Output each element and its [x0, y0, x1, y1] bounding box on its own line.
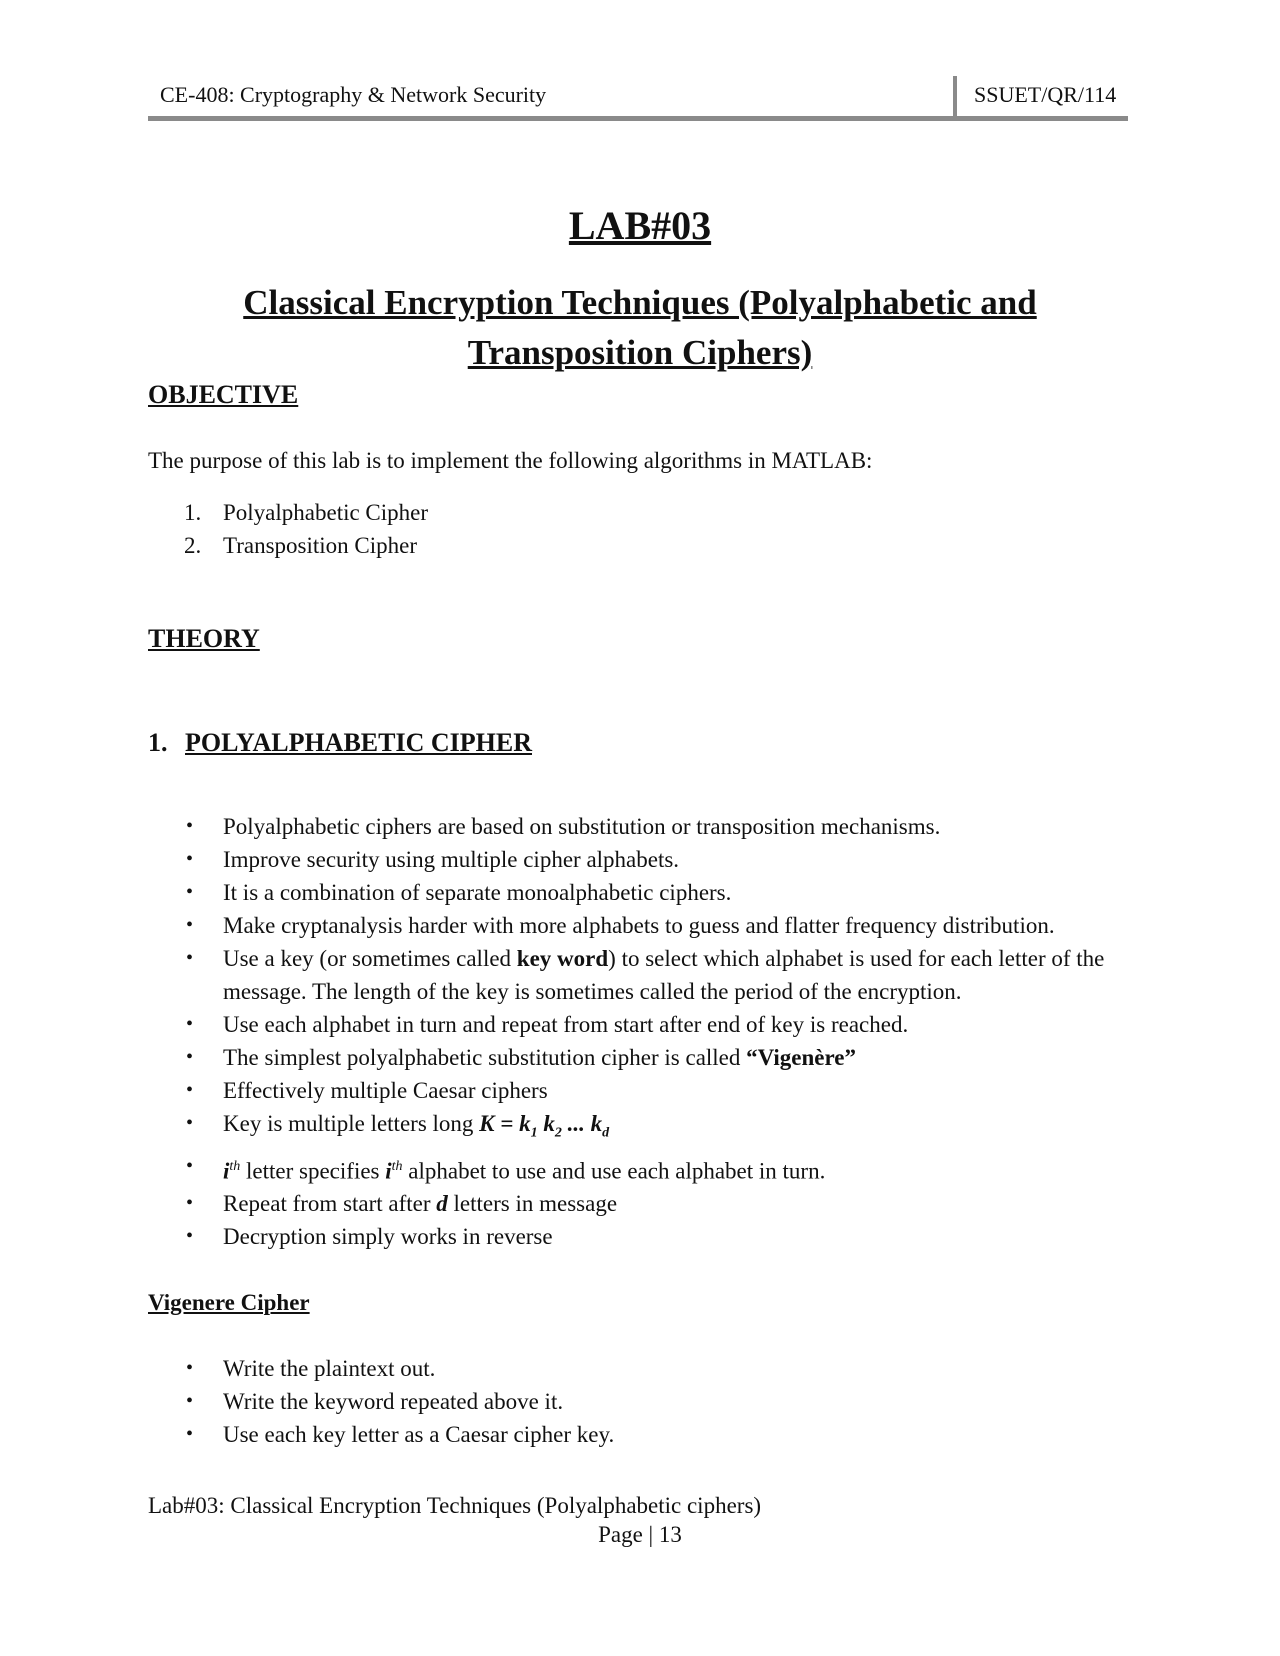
key-formula: $K = k_1$ $k_2$ ... $k_d$ [479, 1111, 610, 1141]
polyalphabetic-bullets [148, 810, 1138, 1253]
bullet-icon: • [186, 1112, 194, 1134]
list-item: • $i^{th}$ letter specifies $i^{th}$ alphabet to use and use each alphabet in turn. [148, 1150, 1138, 1188]
objective-heading: OBJECTIVE [148, 380, 299, 409]
theory-heading: THEORY [148, 624, 260, 653]
list-item: • Use each key letter as a Caesar cipher key. [148, 1418, 1138, 1451]
footer-title: Lab#03: Classical Encryption Techniques (Polyalphabetic ciphers) [148, 1493, 762, 1518]
list-item: • Write the plaintext out. [148, 1352, 1138, 1385]
bullet-icon: • [186, 914, 194, 936]
page-number: Page | 13 [598, 1522, 682, 1547]
list-item: 1. Polyalphabetic Cipher [184, 500, 429, 525]
list-item: • The simplest polyalphabetic substitution cipher is called “Vigenère” [148, 1041, 1138, 1074]
list-item: • Decryption simply works in reverse [148, 1220, 1138, 1253]
bullet-icon: • [186, 947, 194, 969]
bullet-icon: • [186, 1390, 194, 1412]
vigenere-heading: Vigenere Cipher [148, 1290, 310, 1315]
course-title: CE-408: Cryptography & Network Security [160, 82, 547, 107]
bullet-icon: • [186, 1079, 194, 1101]
objective-intro: The purpose of this lab is to implement the following algorithms in MATLAB: [148, 448, 873, 473]
list-item: 2. Transposition Cipher [184, 533, 418, 558]
section-number: 1. [148, 728, 168, 757]
list-item: • Effectively multiple Caesar ciphers [148, 1074, 1138, 1107]
list-item: • Improve security using multiple cipher alphabets. [148, 843, 1138, 876]
list-item: • Repeat from start after d letters in message [148, 1187, 1138, 1220]
vigenere-term: “Vigenère” [746, 1045, 856, 1070]
header-rule [148, 116, 1128, 121]
section-title: POLYALPHABETIC CIPHER [185, 728, 532, 757]
main-title: Classical Encryption Techniques (Polyalphabetic and Transposition Ciphers) [243, 283, 1037, 372]
bullet-icon: • [186, 1192, 194, 1215]
list-item: • It is a combination of separate monoalphabetic ciphers. [148, 876, 1138, 909]
bullet-icon: • [186, 1046, 194, 1068]
bullet-icon: • [186, 1357, 194, 1379]
polyalphabetic-heading [148, 728, 532, 758]
list-item: • Key is multiple letters long $K = k_1$ $k_2$ ... $k_d$ [148, 1107, 1138, 1150]
objective-list [148, 496, 1138, 562]
key-word-term: key word [516, 946, 609, 971]
header-divider [953, 76, 957, 118]
document-code: SSUET/QR/114 [974, 82, 1117, 107]
list-item: • Write the keyword repeated above it. [148, 1385, 1138, 1418]
page-header [148, 72, 1128, 122]
bullet-icon: • [186, 1423, 194, 1445]
list-item: • Use each alphabet in turn and repeat from start after end of key is reached. [148, 1008, 1138, 1041]
bullet-icon: • [186, 848, 194, 870]
bullet-icon: • [186, 1013, 194, 1035]
bullet-icon: • [186, 881, 194, 903]
bullet-icon: • [186, 1225, 194, 1248]
bullet-icon: • [186, 815, 194, 837]
list-item: • Make cryptanalysis harder with more alphabets to guess and flatter frequency distribution. [148, 909, 1138, 942]
bullet-icon: • [186, 1154, 194, 1177]
list-item: • Polyalphabetic ciphers are based on substitution or transposition mechanisms. [148, 810, 1138, 843]
list-item: • Use a key (or sometimes called key word) to select which alphabet is used for each letter of the message. The length of the key is sometimes called the period of the encryption. [148, 942, 1138, 1008]
lab-title: LAB#03 [568, 203, 712, 248]
vigenere-bullets [148, 1352, 1138, 1451]
